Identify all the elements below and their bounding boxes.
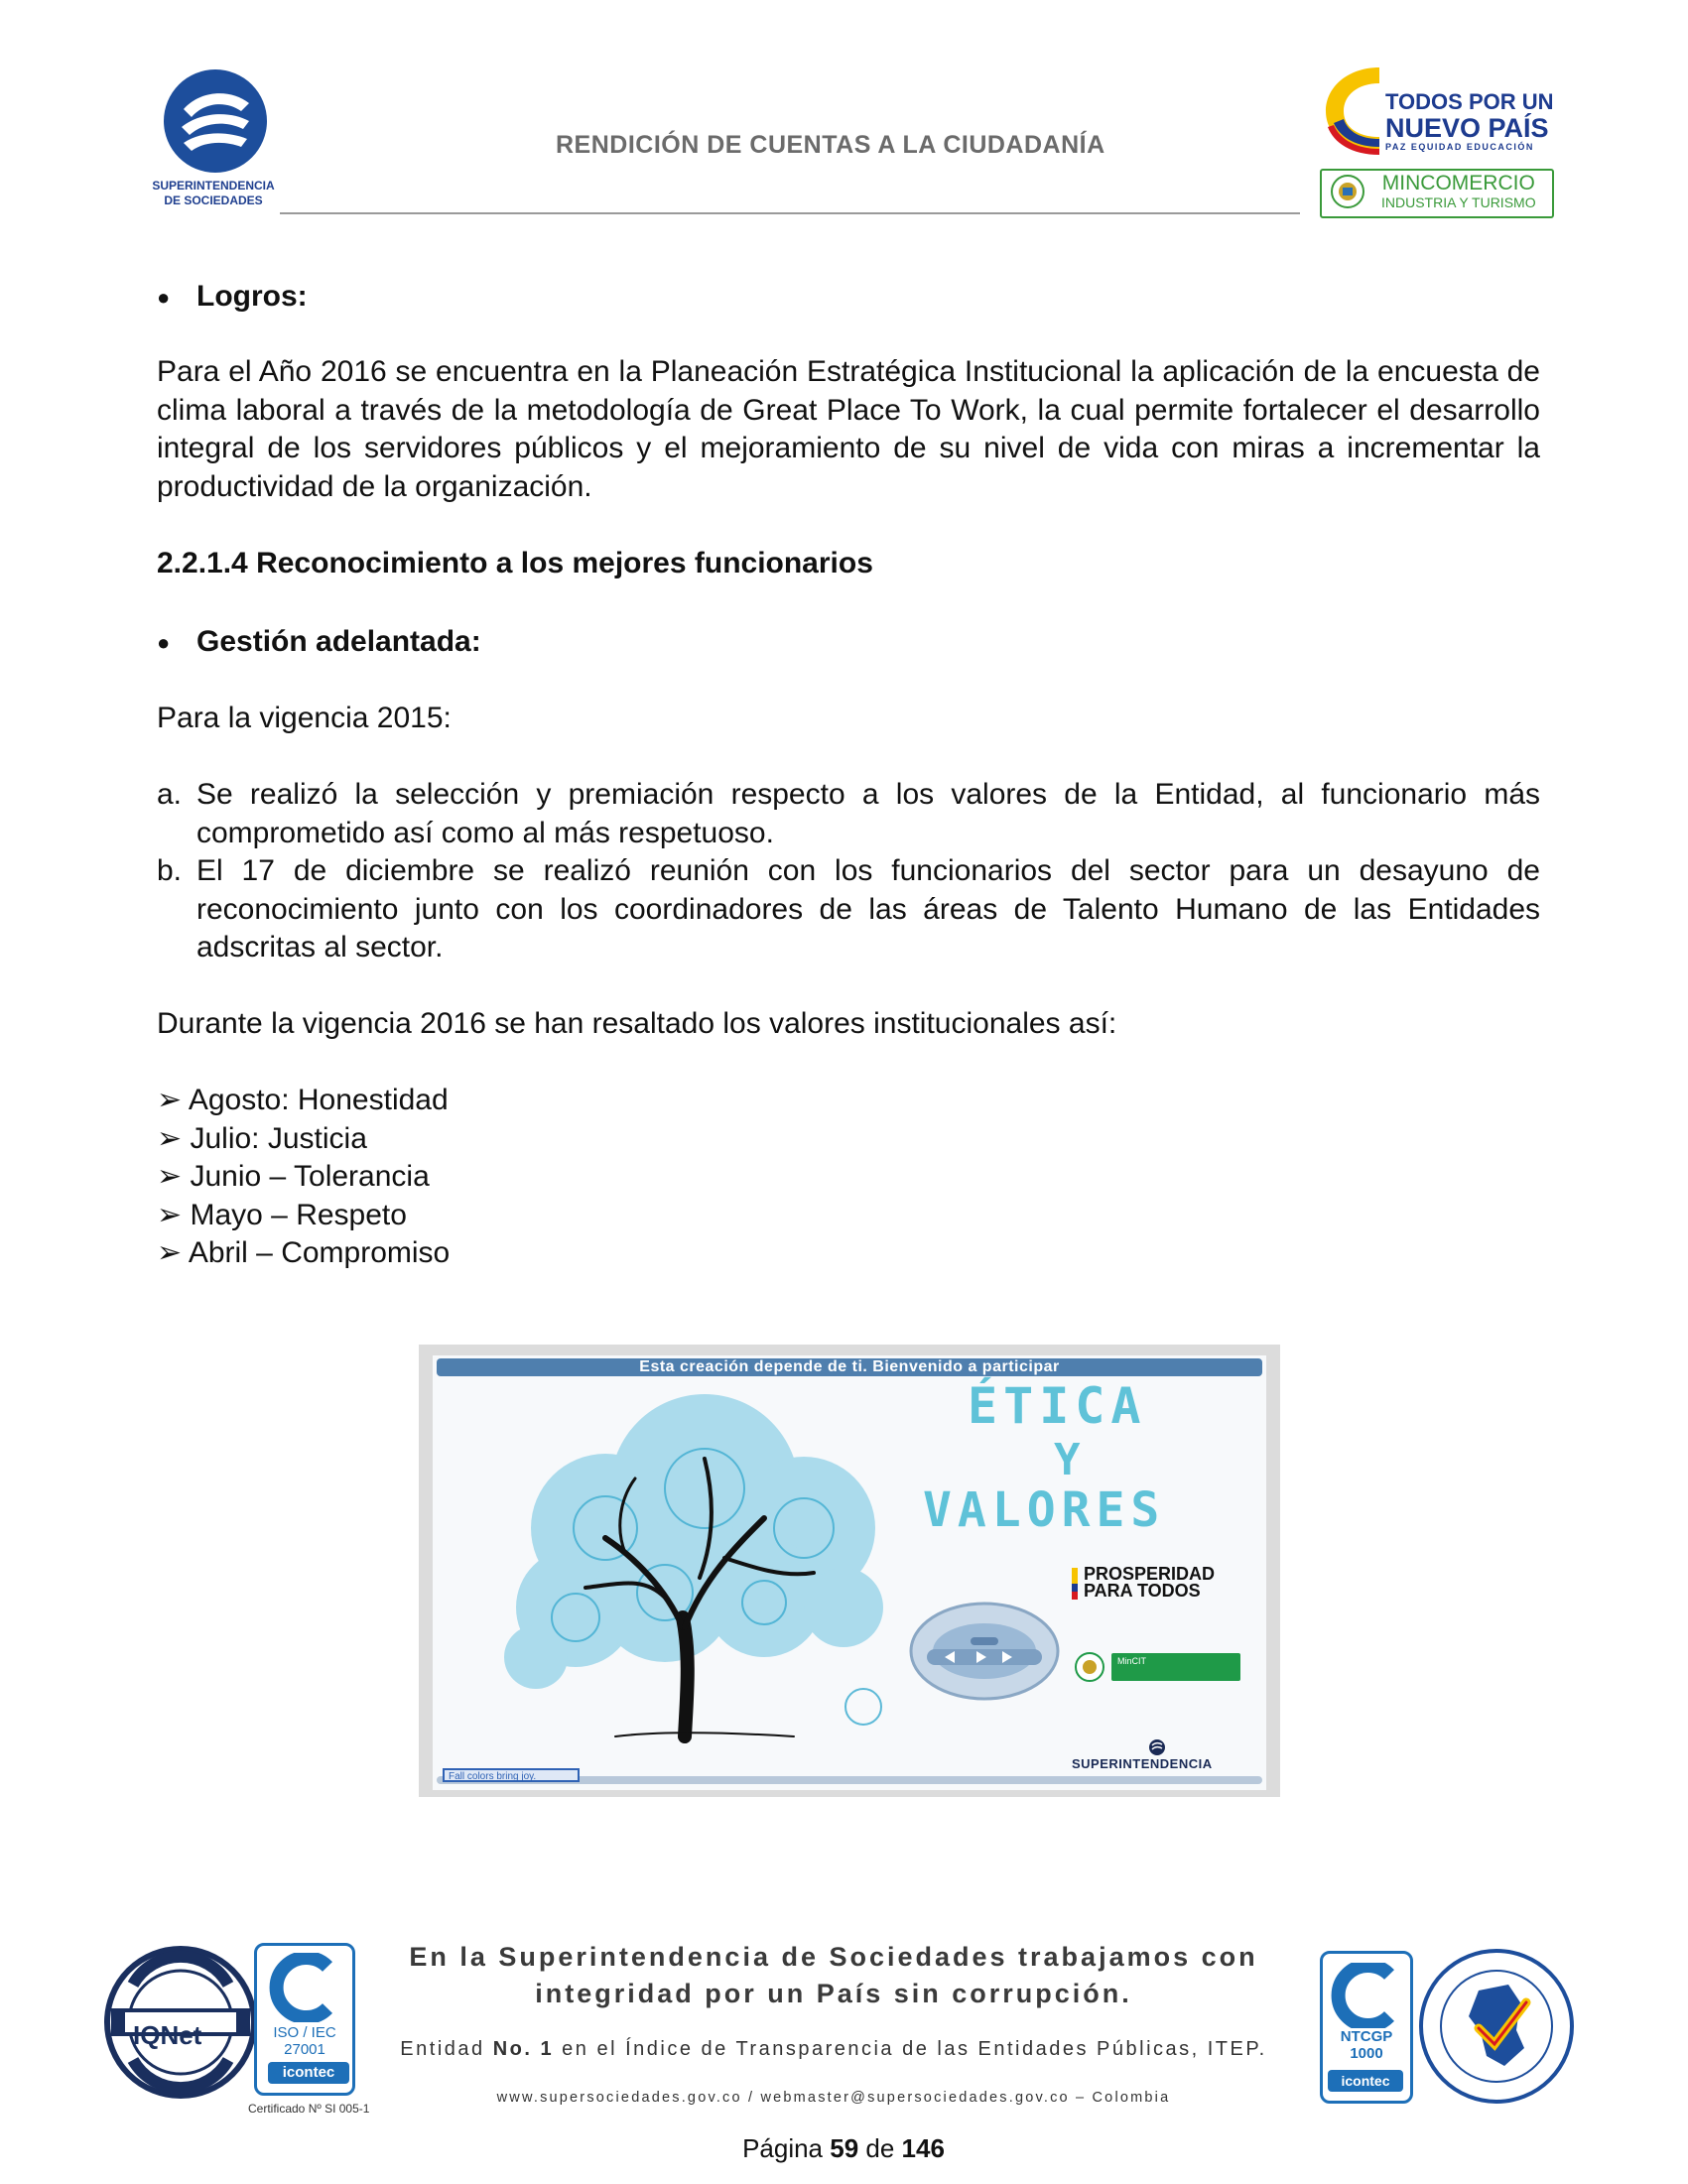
supersociedades-logo-label: SUPERINTENDENCIA DE SOCIEDADES: [152, 179, 275, 207]
footer-motto: En la Superintendencia de Sociedades trabajamos con integridad por un País sin corrupción.: [409, 1942, 1258, 2008]
colombia-quality-seal-icon: [1417, 1947, 1576, 2106]
list-marker-b: b.: [157, 854, 183, 887]
mincit-badge: MinCIT: [1111, 1653, 1240, 1681]
iso-label: ISO / IEC 27001: [273, 2024, 336, 2058]
arrow-bullet-icon: ➢: [157, 1084, 183, 1116]
bullet-icon: ●: [157, 630, 171, 655]
gestion-heading: Gestión adelantada:: [196, 625, 481, 658]
image-caption: Fall colors bring joy.: [443, 1768, 580, 1782]
list-item: ➢ Junio – Tolerancia: [157, 1160, 430, 1193]
list-item: ➢ Abril – Compromiso: [157, 1236, 451, 1269]
prosperidad-flag-icon: [1072, 1568, 1078, 1600]
superintendencia-mini-label: SUPERINTENDENCIA: [1072, 1756, 1213, 1771]
list-item: ➢ Julio: Justicia: [157, 1121, 367, 1155]
arrow-bullet-icon: ➢: [157, 1236, 183, 1269]
header-divider: [280, 212, 1300, 214]
section-heading: 2.2.1.4 Reconocimiento a los mejores funcionarios: [157, 547, 873, 579]
logros-heading: Logros:: [196, 280, 308, 313]
ntcgp-label: NTCGP 1000: [1340, 2028, 1393, 2062]
list-item: ➢ Agosto: Honestidad: [157, 1084, 449, 1116]
list-marker-a: a.: [157, 778, 183, 811]
page-header-title: RENDICIÓN DE CUENTAS A LA CIUDADANÍA: [556, 131, 1105, 159]
certificate-number: Certificado Nº SI 005-1: [248, 2102, 370, 2116]
supersociedades-mini-logo-icon: [1148, 1738, 1166, 1756]
logros-paragraph: Para el Año 2016 se encuentra en la Planeación Estratégica Institucional la aplicación de la encuesta de clima laboral a través de la metodología de Great Place To Work, la cual permite fortalecer el desarrollo integral de los servidores públicos y el mejoramiento de su nivel de vida con miras a incrementar la productividad de la organización.: [157, 355, 1540, 503]
vigencia-2015-text: Para la vigencia 2015:: [157, 702, 452, 734]
page-number: Página 59 de 146: [742, 2133, 945, 2163]
valores-title: VALORES: [923, 1482, 1166, 1538]
icontec-label: icontec: [1328, 2070, 1403, 2092]
prosperidad-logo: PROSPERIDAD PARA TODOS: [1084, 1564, 1216, 1601]
footer-itep-statement: Entidad No. 1 en el Índice de Transparencia de las Entidades Públicas, ITEP.: [400, 2038, 1267, 2060]
gov-slogan-logo: TODOS POR UN NUEVO PAÍS PAZ EQUIDAD EDUCACIÓN: [1385, 89, 1554, 152]
icontec-c-icon: [266, 1953, 337, 2022]
supersociedades-logo-icon: [162, 67, 269, 175]
colombia-shield-icon: [1330, 174, 1365, 209]
mincomercio-logo: MINCOMERCIO INDUSTRIA Y TURISMO: [1381, 172, 1536, 210]
shield-emblem-icon: [1074, 1651, 1105, 1683]
valores-list: [157, 1082, 450, 1273]
icontec-label: icontec: [268, 2062, 349, 2084]
arrow-bullet-icon: ➢: [157, 1198, 183, 1231]
snowflake-tree-illustration-icon: [466, 1379, 943, 1756]
y-title: Y: [1054, 1435, 1087, 1485]
list-item-a: Se realizó la selección y premiación respecto a los valores de la Entidad, al funcionario más comprometido así como al más respetuoso.: [196, 778, 1540, 849]
iqnet-label: IQNet: [133, 2020, 202, 2050]
list-item-b: El 17 de diciembre se realizó reunión con los funcionarios del sector para un desayuno de reconocimiento junto con los coordinadores de las áreas de Talento Humano de las Entidades adscritas al sector.: [196, 854, 1540, 964]
bullet-icon: ●: [157, 285, 171, 310]
list-item: ➢ Mayo – Respeto: [157, 1198, 407, 1231]
etica-title: ÉTICA: [968, 1377, 1147, 1435]
colombia-flag-c-icon: [1320, 62, 1385, 157]
arrow-bullet-icon: ➢: [157, 1121, 183, 1155]
arrow-bullet-icon: ➢: [157, 1160, 183, 1193]
icontec-c-icon: [1328, 1963, 1399, 2028]
vigencia-2016-text: Durante la vigencia 2016 se han resaltado los valores institucionales así:: [157, 1007, 1117, 1040]
play-control-orb-icon: [907, 1600, 1062, 1703]
image-banner: Esta creación depende de ti. Bienvenido a participar: [437, 1358, 1262, 1376]
footer-contact: www.supersociedades.gov.co / webmaster@supersociedades.gov.co – Colombia: [496, 2090, 1171, 2106]
